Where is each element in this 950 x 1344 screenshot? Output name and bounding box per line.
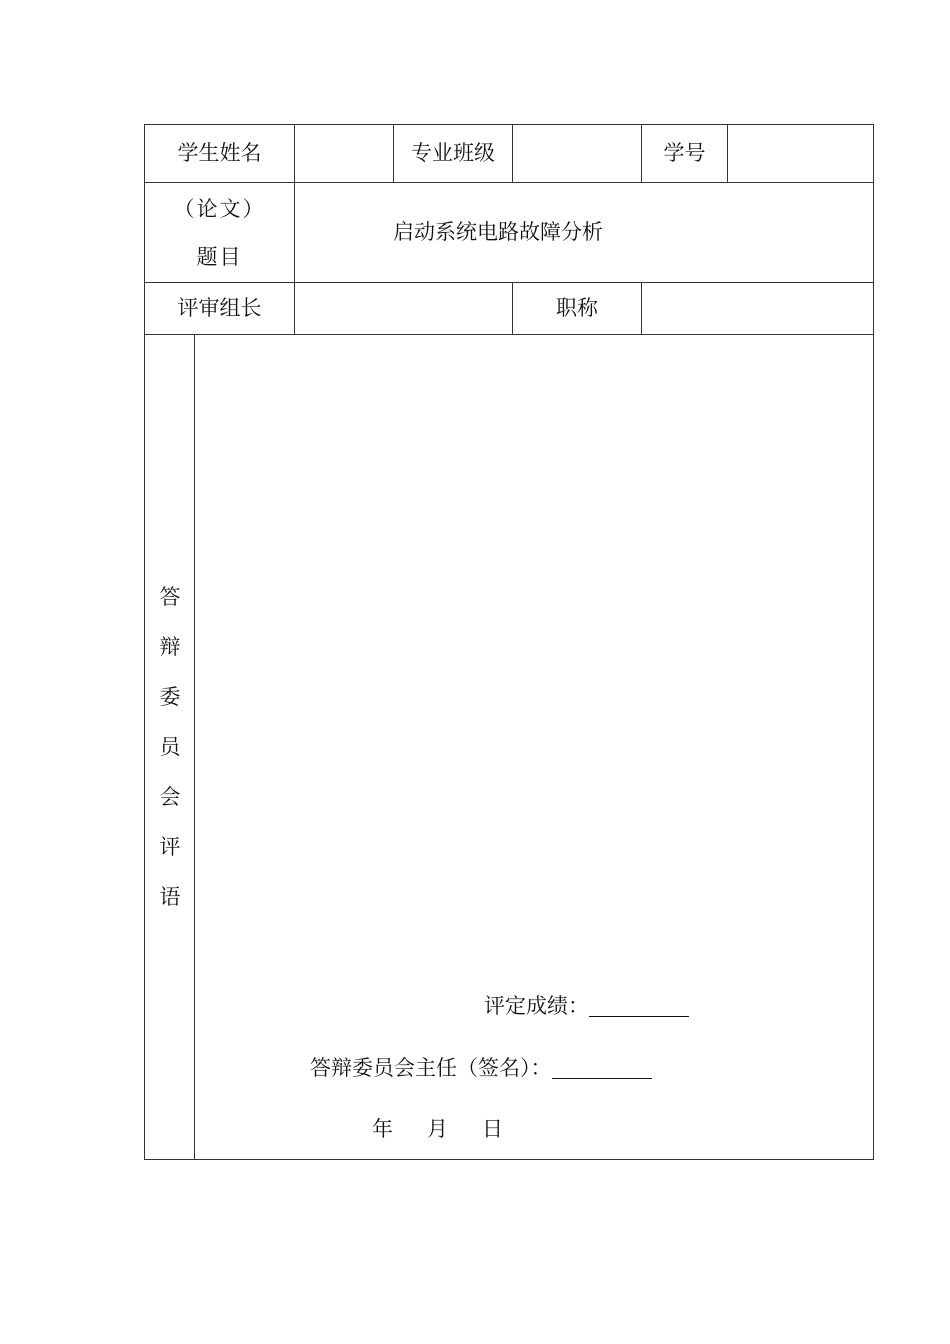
grade-row xyxy=(484,994,689,1017)
student-name-field[interactable] xyxy=(295,125,394,183)
date-day: 日 xyxy=(482,1117,503,1141)
job-title-label: 职称 xyxy=(513,283,642,335)
grade-blank[interactable] xyxy=(589,994,689,1017)
defense-review-form xyxy=(144,124,874,1160)
row-committee-comments xyxy=(145,335,874,1160)
student-id-field[interactable] xyxy=(728,125,874,183)
chair-sign-label: 答辩委员会主任（签名）： xyxy=(310,1056,552,1080)
student-id-label: 学号 xyxy=(642,125,728,183)
major-class-label: 专业班级 xyxy=(394,125,513,183)
review-leader-field[interactable] xyxy=(295,283,513,335)
row-student-info xyxy=(145,125,874,183)
student-name-label: 学生姓名 xyxy=(145,125,295,183)
thesis-title-label-cell xyxy=(145,183,295,283)
major-class-field[interactable] xyxy=(513,125,642,183)
thesis-title-label: （论文）题目 xyxy=(173,196,266,269)
comment-area[interactable] xyxy=(195,335,874,1160)
date-month: 月 xyxy=(427,1117,448,1141)
review-leader-label: 评审组长 xyxy=(145,283,295,335)
row-review-leader xyxy=(145,283,874,335)
date-row xyxy=(372,1119,537,1140)
grade-label: 评定成绩： xyxy=(484,994,589,1018)
comment-section-label-cell xyxy=(145,335,195,1160)
job-title-field[interactable] xyxy=(642,283,874,335)
date-year: 年 xyxy=(372,1117,393,1141)
chair-sign-blank[interactable] xyxy=(552,1056,652,1079)
thesis-title-field[interactable]: 启动系统电路故障分析 xyxy=(295,183,874,283)
row-thesis-title xyxy=(145,183,874,283)
chair-sign-row xyxy=(310,1056,652,1079)
comment-section-label: 答辩委员会评语 xyxy=(159,585,181,909)
